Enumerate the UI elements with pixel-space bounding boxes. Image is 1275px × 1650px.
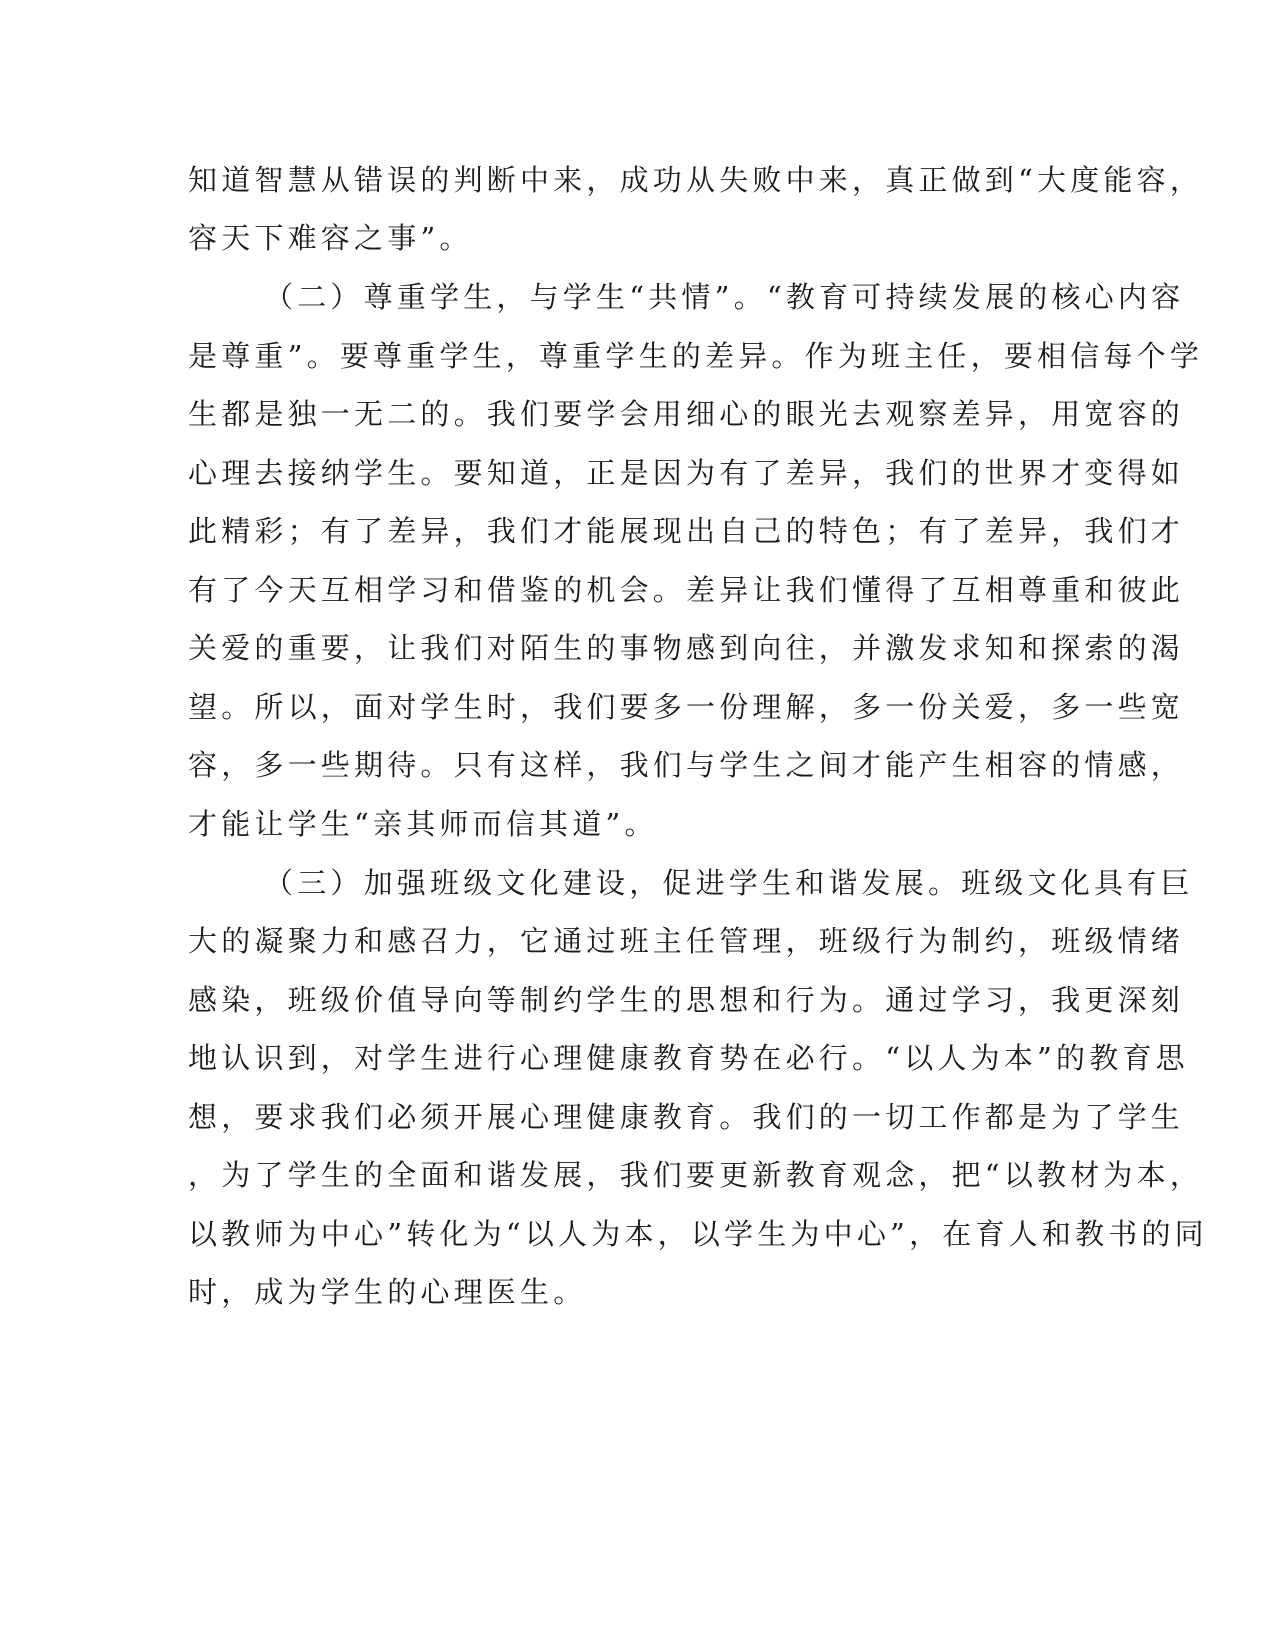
paragraph-2-line-5: 此精彩；有了差异，我们才能展现出自己的特色；有了差异，我们才 [188,514,1185,548]
paragraph-3-line-2: 大的凝聚力和感召力，它通过班主任管理，班级行为制约，班级情绪 [188,924,1185,958]
paragraph-1-line-2: 容天下难容之事”。 [188,221,473,255]
paragraph-2-line-2: 是尊重”。要尊重学生，尊重学生的差异。作为班主任，要相信每个学 [188,339,1204,373]
paragraph-3-line-1: （三）加强班级文化建设，促进学生和谐发展。班级文化具有巨 [264,866,1194,900]
paragraph-2-line-10: 才能让学生“亲其师而信其道”。 [188,807,658,841]
paragraph-3-line-7: 以教师为中心”转化为“以人为本，以学生为中心”，在育人和教书的同 [188,1217,1208,1251]
paragraph-3-line-3: 感染，班级价值导向等制约学生的思想和行为。通过学习，我更深刻 [188,983,1185,1017]
paragraph-3-line-5: 想，要求我们必须开展心理健康教育。我们的一切工作都是为了学生 [188,1100,1185,1134]
paragraph-3-line-6: ，为了学生的全面和谐发展，我们要更新教育观念，把“以教材为本， [188,1158,1204,1192]
paragraph-3-line-4: 地认识到，对学生进行心理健康教育势在必行。“以人为本”的教育思 [188,1041,1189,1075]
paragraph-2-line-1: （二）尊重学生，与学生“共情”。“教育可持续发展的核心内容 [264,280,1185,314]
paragraph-2-line-8: 望。所以，面对学生时，我们要多一份理解，多一份关爱，多一些宽 [188,690,1185,724]
paragraph-2-line-4: 心理去接纳学生。要知道，正是因为有了差异，我们的世界才变得如 [188,456,1185,490]
paragraph-2-line-7: 关爱的重要，让我们对陌生的事物感到向往，并激发求知和探索的渴 [188,631,1185,665]
paragraph-1-line-1: 知道智慧从错误的判断中来，成功从失败中来，真正做到“大度能容， [188,163,1204,197]
paragraph-2-line-3: 生都是独一无二的。我们要学会用细心的眼光去观察差异，用宽容的 [188,397,1185,431]
paragraph-2-line-6: 有了今天互相学习和借鉴的机会。差异让我们懂得了互相尊重和彼此 [188,573,1185,607]
paragraph-3-line-8: 时，成为学生的心理医生。 [188,1275,587,1309]
paragraph-2-line-9: 容，多一些期待。只有这样，我们与学生之间才能产生相容的情感， [188,748,1185,782]
